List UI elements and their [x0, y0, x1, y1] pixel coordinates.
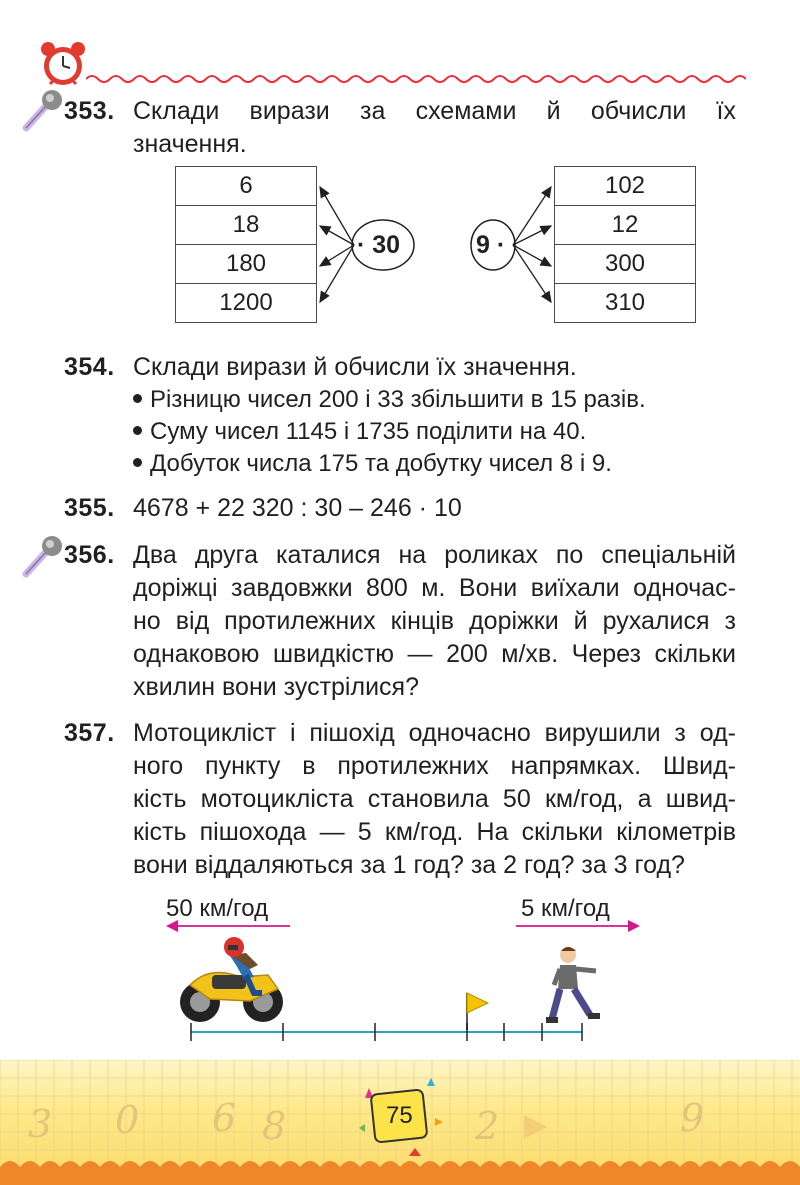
- left-value: 6: [176, 167, 317, 206]
- bullet-dot: [133, 394, 142, 403]
- problem-354-bullet: [133, 383, 646, 416]
- problem-356-line: но від протилежних кінців доріжки й рухалися з: [133, 607, 736, 635]
- problem-354-bullet: [133, 415, 586, 448]
- bullet-text: Різницю чисел 200 і 33 збільшити в 15 разів.: [150, 386, 646, 413]
- problem-356-line: хвилин вони зустрілися?: [133, 673, 419, 701]
- page-number: 75: [386, 1102, 413, 1129]
- problem-357-number: 357.: [64, 719, 115, 747]
- problem-355-number: 355.: [64, 494, 115, 522]
- speed-right-label: 5 км/год: [521, 895, 610, 922]
- problem-356-line: однаковою швидкістю — 200 м/хв. Через скільки: [133, 640, 736, 668]
- right-value: 102: [555, 167, 696, 206]
- footer-decoration-play-icon: [520, 1112, 550, 1142]
- bullet-text: Суму чисел 1145 і 1735 поділити на 40.: [150, 418, 587, 445]
- problem-354-number: 354.: [64, 353, 115, 381]
- problem-354-intro: Склади вирази й обчисли їх значення.: [133, 353, 577, 381]
- problem-357-line: ного пункту в протилежних напрямках. Швид-: [133, 752, 736, 780]
- footer-decoration-digit-icon: 8: [262, 1104, 287, 1148]
- left-value: 18: [176, 206, 317, 245]
- flag-icon: [467, 993, 488, 1030]
- speed-left-label: 50 км/год: [166, 895, 269, 922]
- bullet-text: Добуток числа 175 та добутку чисел 8 і 9.: [150, 450, 612, 477]
- footer-decoration-digit-icon: 3: [28, 1102, 53, 1146]
- problem-357-line: кість пішохода — 5 км/год. На скільки кілометрів: [133, 818, 736, 846]
- bullet-dot: [133, 426, 142, 435]
- footer-wave: [0, 1155, 800, 1185]
- problem-353-line1: Склади вирази за схемами й обчисли їх: [133, 97, 736, 125]
- problem-356-number: 356.: [64, 541, 115, 569]
- scheme-arrows: [0, 0, 800, 340]
- microphone-icon: [20, 534, 66, 580]
- problem-356-line: доріжці завдовжки 800 м. Вони виїхали одночас-: [133, 574, 736, 602]
- motion-diagram: [150, 915, 670, 1045]
- problem-354-bullet: [133, 447, 612, 480]
- bullet-dot: [133, 458, 142, 467]
- problem-355-expression: 4678 + 22 320 : 30 – 246 · 10: [133, 494, 462, 522]
- right-value: 300: [555, 245, 696, 284]
- right-value: 12: [555, 206, 696, 245]
- left-value: 180: [176, 245, 317, 284]
- footer-decoration-digit-icon: 9: [680, 1096, 705, 1140]
- right-operator: 9 ·: [476, 231, 506, 259]
- problem-356-line: Два друга каталися на роликах по спеціальній: [133, 541, 736, 569]
- motorcyclist-icon: [180, 937, 283, 1022]
- problem-353-line2: значення.: [133, 130, 247, 158]
- left-value: 1200: [176, 284, 317, 323]
- footer-decoration-digit-icon: 0: [115, 1098, 140, 1142]
- speed-arrow-left: [166, 920, 290, 932]
- left-operator: · 30: [357, 231, 401, 259]
- problem-357-line: вони віддаляються за 1 год? за 2 год? за 3 год?: [133, 851, 685, 879]
- footer-decoration-digit-icon: 6: [212, 1096, 237, 1140]
- problem-353-number: 353.: [64, 97, 115, 125]
- problem-357-line: кість мотоцикліста становила 50 км/год, а швид-: [133, 785, 736, 813]
- right-value: 310: [555, 284, 696, 323]
- speed-arrow-right: [516, 920, 640, 932]
- problem-357-line: Мотоцикліст і пішохід одночасно вирушили з од-: [133, 719, 736, 747]
- walking-boy-icon: [546, 947, 600, 1023]
- footer-decoration-digit-icon: 2: [475, 1104, 500, 1148]
